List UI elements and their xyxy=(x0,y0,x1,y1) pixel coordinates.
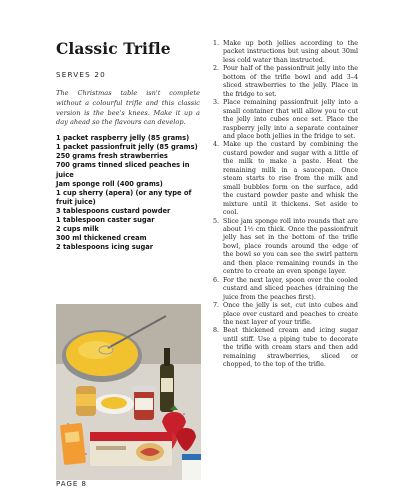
step-number: 3. xyxy=(213,99,220,107)
serves-label: SERVES 20 xyxy=(56,70,106,79)
step-text: Slice jam sponge roll into rounds that are about 1½ cm thick. Once the passionfruit jelly has set in the bottom of the trifle bowl, place rounds around the edge of the bowl so you can see the swirl pattern and then place remaining rounds in the centre to create an even sponge layer. xyxy=(223,217,358,276)
ingredient-item: Jam sponge roll (400 grams) xyxy=(56,179,163,188)
ingredient-item: 1 tablespoon caster sugar xyxy=(56,216,155,225)
recipe-left-column xyxy=(56,40,200,252)
ingredients-photo xyxy=(56,304,201,480)
step-text: Once the jelly is set, cut into cubes and place over custard and peaches to create the next layer of your trifle. xyxy=(223,302,358,326)
jelly-packets xyxy=(60,423,86,465)
custard-bowl xyxy=(62,330,142,382)
recipe-intro: The Christmas table isn't complete without a colourful trifle and this classic version is the bee's knees. Make it up a day ahead so the flavours can develop. xyxy=(56,89,200,127)
step-number: 8. xyxy=(213,327,220,335)
method-step xyxy=(213,302,358,327)
ingredient-item: 2 cups milk xyxy=(56,225,99,234)
step-text: Beat thickened cream and icing sugar until stiff. Use a piping tube to decorate the trifle with cream stars and then add remaining strawberries, sliced or chopped, to the top of the trifle. xyxy=(223,327,358,369)
step-text: Make up the custard by combining the custard powder and sugar with a little of the milk to make a paste. Heat the remaining milk in a saucepan. Once steam starts to rise from the milk and small bubbles form on the surface, add the custard powder paste and whisk the mixture until it thickens. Set aside to cool. xyxy=(223,141,358,217)
method-step xyxy=(213,99,358,141)
ingredient-item: 300 ml thickened cream xyxy=(56,234,147,243)
step-text: Make up both jellies according to the packet instructions but using about 30ml less cold water than instructed. xyxy=(223,40,358,64)
step-number: 5. xyxy=(213,217,220,225)
ingredient-item: 700 grams tinned sliced peaches in juice xyxy=(56,161,190,179)
step-number: 7. xyxy=(213,302,220,310)
step-text: Place remaining passionfruit jelly into a small container that will allow you to cut the jelly into cubes once set. Place the raspberry jelly into a separate container and place both jellies in the fridge to set. xyxy=(223,99,358,140)
raspberry-jam-jar xyxy=(132,386,156,420)
step-number: 4. xyxy=(213,141,220,149)
method-step xyxy=(213,327,358,369)
step-number: 6. xyxy=(213,276,220,284)
ingredient-item: 2 tablespoons icing sugar xyxy=(56,243,154,252)
ingredient-item: 1 cup sherry (apera) (or any type of fruit juice) xyxy=(56,188,192,206)
ingredient-item: 1 packet raspberry jelly (85 grams) xyxy=(56,134,190,143)
ingredients-list xyxy=(56,134,200,252)
step-number: 2. xyxy=(213,65,220,73)
ingredient-item: 1 packet passionfruit jelly (85 grams) xyxy=(56,143,198,152)
ingredient-item: 3 tablespoons custard powder xyxy=(56,206,171,215)
peach-tin xyxy=(76,386,96,416)
method-step xyxy=(213,40,358,65)
step-text: Pour half of the passionfruit jelly into the bottom of the trifle bowl and add 3–4 sliced strawberries to the jelly. Place in the fridge to set. xyxy=(223,65,358,98)
step-number: 1. xyxy=(213,40,220,47)
jam-sponge-roll-box xyxy=(90,432,172,466)
method-step xyxy=(213,65,358,99)
method-step xyxy=(213,277,358,302)
method-steps xyxy=(213,40,358,370)
method-column xyxy=(213,40,358,370)
recipe-title: Classic Trifle xyxy=(56,39,171,58)
page-number: PAGE 8 xyxy=(56,480,87,488)
ingredient-item: 250 grams fresh strawberries xyxy=(56,152,168,161)
method-step xyxy=(213,218,358,277)
step-text: For the next layer, spoon over the cooled custard and sliced peaches (draining the juice from the peaches first). xyxy=(223,276,358,301)
method-step xyxy=(213,141,358,217)
